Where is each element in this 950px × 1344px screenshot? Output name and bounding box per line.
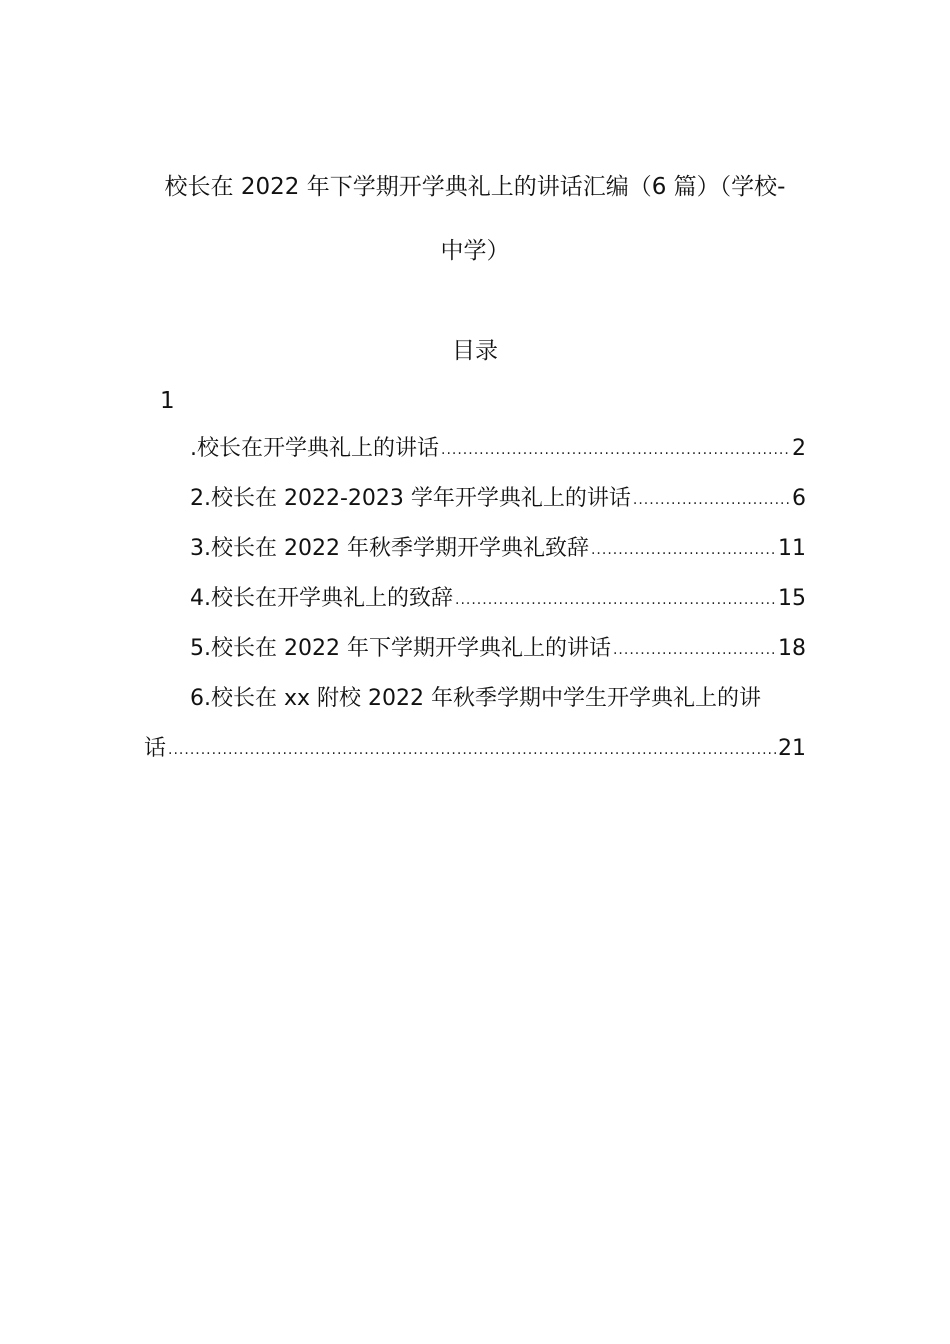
document-title-line-1: 校长在 2022 年下学期开学典礼上的讲话汇编（6 篇）（学校- [164, 174, 786, 200]
toc-entry-page: 2 [792, 436, 806, 461]
toc-entry-page: 6 [792, 486, 806, 511]
toc-leader-dots [455, 585, 776, 615]
toc-leader-dots [613, 635, 776, 665]
toc-entry-title: 2.校长在 2022-2023 学年开学典礼上的讲话 [190, 486, 631, 511]
toc-entry-title: 3.校长在 2022 年秋季学期开学典礼致辞 [190, 536, 589, 561]
toc-entry-6[interactable] [144, 734, 806, 766]
toc-leader-dots [168, 735, 776, 765]
toc-leader-dots [591, 535, 776, 565]
toc-pre-number: 1 [160, 388, 175, 414]
toc-entry-5[interactable] [190, 634, 806, 666]
toc-leader-dots [441, 435, 790, 465]
toc-entry-page: 21 [778, 736, 806, 761]
toc-entry-page: 11 [778, 536, 806, 561]
toc-entry-1[interactable] [190, 434, 806, 466]
toc-entry-title: 5.校长在 2022 年下学期开学典礼上的讲话 [190, 636, 611, 661]
toc-entry-page: 18 [778, 636, 806, 661]
toc-heading: 目录 [452, 338, 498, 364]
toc-leader-dots [633, 485, 790, 515]
toc-entry-4[interactable] [190, 584, 806, 616]
toc-entry-title: .校长在开学典礼上的讲话 [190, 436, 439, 461]
toc-entry-title: 话 [144, 736, 167, 761]
toc-entry-page: 15 [778, 586, 806, 611]
toc-entry-3[interactable] [190, 534, 806, 566]
document-title-line-2: 中学） [440, 238, 510, 264]
toc-entry-title: 4.校长在开学典礼上的致辞 [190, 586, 453, 611]
toc-entry-2[interactable] [190, 484, 806, 516]
toc-entry-6-line-1[interactable]: 6.校长在 xx 附校 2022 年秋季学期中学生开学典礼上的讲 [190, 686, 761, 711]
